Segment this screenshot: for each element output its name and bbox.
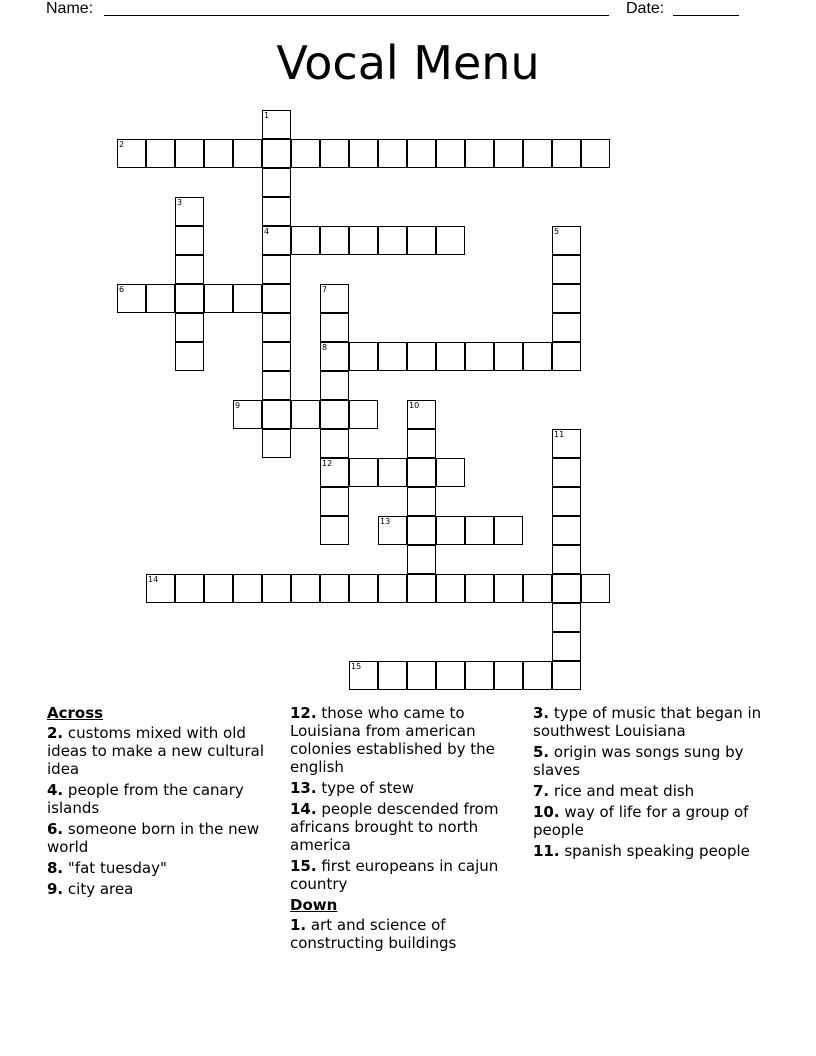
grid-cell <box>262 313 291 342</box>
grid-cell <box>552 139 581 168</box>
grid-cell <box>407 139 436 168</box>
grid-cell <box>291 400 320 429</box>
clue-down-3: 3. type of music that began in southwest Louisiana <box>533 704 762 740</box>
clue-down-7: 7. rice and meat dish <box>533 782 695 800</box>
grid-cell <box>465 661 494 690</box>
grid-cell <box>552 226 581 255</box>
grid-cell <box>320 371 349 400</box>
clue-across-6: 6. someone born in the new world <box>47 820 260 856</box>
grid-cell <box>523 342 552 371</box>
grid-cell <box>407 226 436 255</box>
clue-across-12: 12. those who came to Louisiana from american colonies established by the english <box>290 704 495 776</box>
grid-cell <box>407 400 436 429</box>
grid-cell <box>465 342 494 371</box>
grid-cell <box>378 661 407 690</box>
grid-cell <box>117 139 146 168</box>
grid-cell <box>349 342 378 371</box>
grid-cell <box>465 516 494 545</box>
grid-cell <box>407 516 436 545</box>
grid-cell <box>378 574 407 603</box>
grid-cell <box>262 429 291 458</box>
clues-column-2 <box>290 704 528 955</box>
clue-down-5: 5. origin was songs sung by slaves <box>533 743 744 779</box>
grid-cell <box>320 574 349 603</box>
grid-cell <box>407 487 436 516</box>
clue-number: 15 <box>351 662 362 671</box>
name-label: Name: <box>46 0 94 17</box>
grid-cell <box>262 255 291 284</box>
grid-cell <box>552 429 581 458</box>
clue-number: 2 <box>119 140 125 149</box>
grid-cell <box>407 661 436 690</box>
clue-across-2: 2. customs mixed with old ideas to make a new cultural idea <box>47 724 265 778</box>
grid-cell <box>552 574 581 603</box>
grid-cell <box>320 342 349 371</box>
grid-cell <box>552 342 581 371</box>
grid-cell <box>262 400 291 429</box>
grid-cell <box>552 284 581 313</box>
grid-cell <box>552 661 581 690</box>
grid-cell <box>262 226 291 255</box>
grid-cell <box>204 139 233 168</box>
grid-cell <box>523 661 552 690</box>
grid-cell <box>552 632 581 661</box>
clue-number: 1 <box>264 111 270 120</box>
grid-cell <box>262 574 291 603</box>
clue-number: 10 <box>409 401 420 410</box>
grid-cell <box>552 313 581 342</box>
grid-cell <box>262 139 291 168</box>
clue-number: 11 <box>554 430 565 439</box>
grid-cell <box>233 284 262 313</box>
grid-cell <box>378 458 407 487</box>
puzzle-title: Vocal Menu <box>276 36 540 90</box>
grid-cell <box>378 342 407 371</box>
grid-cell <box>407 342 436 371</box>
grid-cell <box>175 342 204 371</box>
grid-cell <box>552 603 581 632</box>
grid-cell <box>320 313 349 342</box>
grid-cell <box>494 574 523 603</box>
clue-number: 8 <box>322 343 328 352</box>
grid-cell <box>494 516 523 545</box>
grid-cell <box>146 284 175 313</box>
grid-cell <box>436 342 465 371</box>
grid-cell <box>349 226 378 255</box>
grid-cell <box>291 574 320 603</box>
grid-cell <box>262 168 291 197</box>
grid-cell <box>436 458 465 487</box>
clue-down-11: 11. spanish speaking people <box>533 842 750 860</box>
grid-cell <box>291 226 320 255</box>
clues-column-3 <box>533 704 773 863</box>
clue-number: 13 <box>380 517 391 526</box>
grid-cell <box>378 516 407 545</box>
date-label: Date: <box>626 0 665 17</box>
grid-cell <box>146 574 175 603</box>
grid-cell <box>233 574 262 603</box>
grid-cell <box>407 574 436 603</box>
grid-cell <box>378 226 407 255</box>
clue-number: 9 <box>235 401 241 410</box>
grid-cell <box>552 255 581 284</box>
grid-cell <box>175 313 204 342</box>
grid-cell <box>581 574 610 603</box>
grid-cell <box>465 139 494 168</box>
grid-cell <box>320 400 349 429</box>
grid-cell <box>494 139 523 168</box>
grid-cell <box>436 226 465 255</box>
grid-cell <box>407 429 436 458</box>
grid-cell <box>204 284 233 313</box>
grid-cell <box>349 574 378 603</box>
grid-cell <box>494 342 523 371</box>
clues-column-1 <box>47 704 287 901</box>
grid-cell <box>407 458 436 487</box>
grid-cell <box>552 545 581 574</box>
clue-number: 4 <box>264 227 270 236</box>
grid-cell <box>436 574 465 603</box>
clue-down-1: 1. art and science of constructing buildings <box>290 916 457 952</box>
clue-number: 5 <box>554 227 560 236</box>
grid-cell <box>320 516 349 545</box>
grid-cell <box>349 139 378 168</box>
clue-across-15: 15. first europeans in cajun country <box>290 857 499 893</box>
grid-cell <box>320 458 349 487</box>
grid-cell <box>262 110 291 139</box>
grid-cell <box>407 545 436 574</box>
grid-cell <box>436 516 465 545</box>
grid-cell <box>175 255 204 284</box>
across-heading: Across <box>47 704 104 722</box>
grid-cell <box>552 458 581 487</box>
grid-cell <box>291 139 320 168</box>
grid-cell <box>175 139 204 168</box>
clue-across-14: 14. people descended from africans brought to north america <box>290 800 499 854</box>
grid-cell <box>349 400 378 429</box>
grid-cell <box>117 284 146 313</box>
clue-number: 14 <box>148 575 159 584</box>
grid-cell <box>494 661 523 690</box>
grid-cell <box>175 226 204 255</box>
grid-cell <box>175 284 204 313</box>
clue-across-8: 8. "fat tuesday" <box>47 859 167 877</box>
grid-cell <box>465 574 494 603</box>
clue-number: 3 <box>177 198 183 207</box>
grid-cell <box>436 139 465 168</box>
clue-number: 12 <box>322 459 333 468</box>
clue-across-4: 4. people from the canary islands <box>47 781 244 817</box>
grid-cell <box>320 226 349 255</box>
grid-cell <box>320 139 349 168</box>
grid-cell <box>349 458 378 487</box>
grid-cell <box>523 574 552 603</box>
clue-across-9: 9. city area <box>47 880 134 898</box>
grid-cell <box>552 487 581 516</box>
grid-cell <box>262 197 291 226</box>
grid-cell <box>233 400 262 429</box>
grid-cell <box>175 574 204 603</box>
grid-cell <box>349 661 378 690</box>
grid-cell <box>262 371 291 400</box>
clue-across-13: 13. type of stew <box>290 779 415 797</box>
grid-cell <box>320 284 349 313</box>
grid-cell <box>175 197 204 226</box>
grid-cell <box>523 139 552 168</box>
down-heading: Down <box>290 896 338 914</box>
clue-number: 7 <box>322 285 328 294</box>
grid-cell <box>262 342 291 371</box>
grid-cell <box>233 139 262 168</box>
grid-cell <box>320 429 349 458</box>
grid-cell <box>262 284 291 313</box>
grid-cell <box>204 574 233 603</box>
grid-cell <box>552 516 581 545</box>
clue-number: 6 <box>119 285 125 294</box>
clue-down-10: 10. way of life for a group of people <box>533 803 749 839</box>
grid-cell <box>378 139 407 168</box>
grid-cell <box>581 139 610 168</box>
grid-cell <box>436 661 465 690</box>
grid-cell <box>320 487 349 516</box>
grid-cell <box>146 139 175 168</box>
